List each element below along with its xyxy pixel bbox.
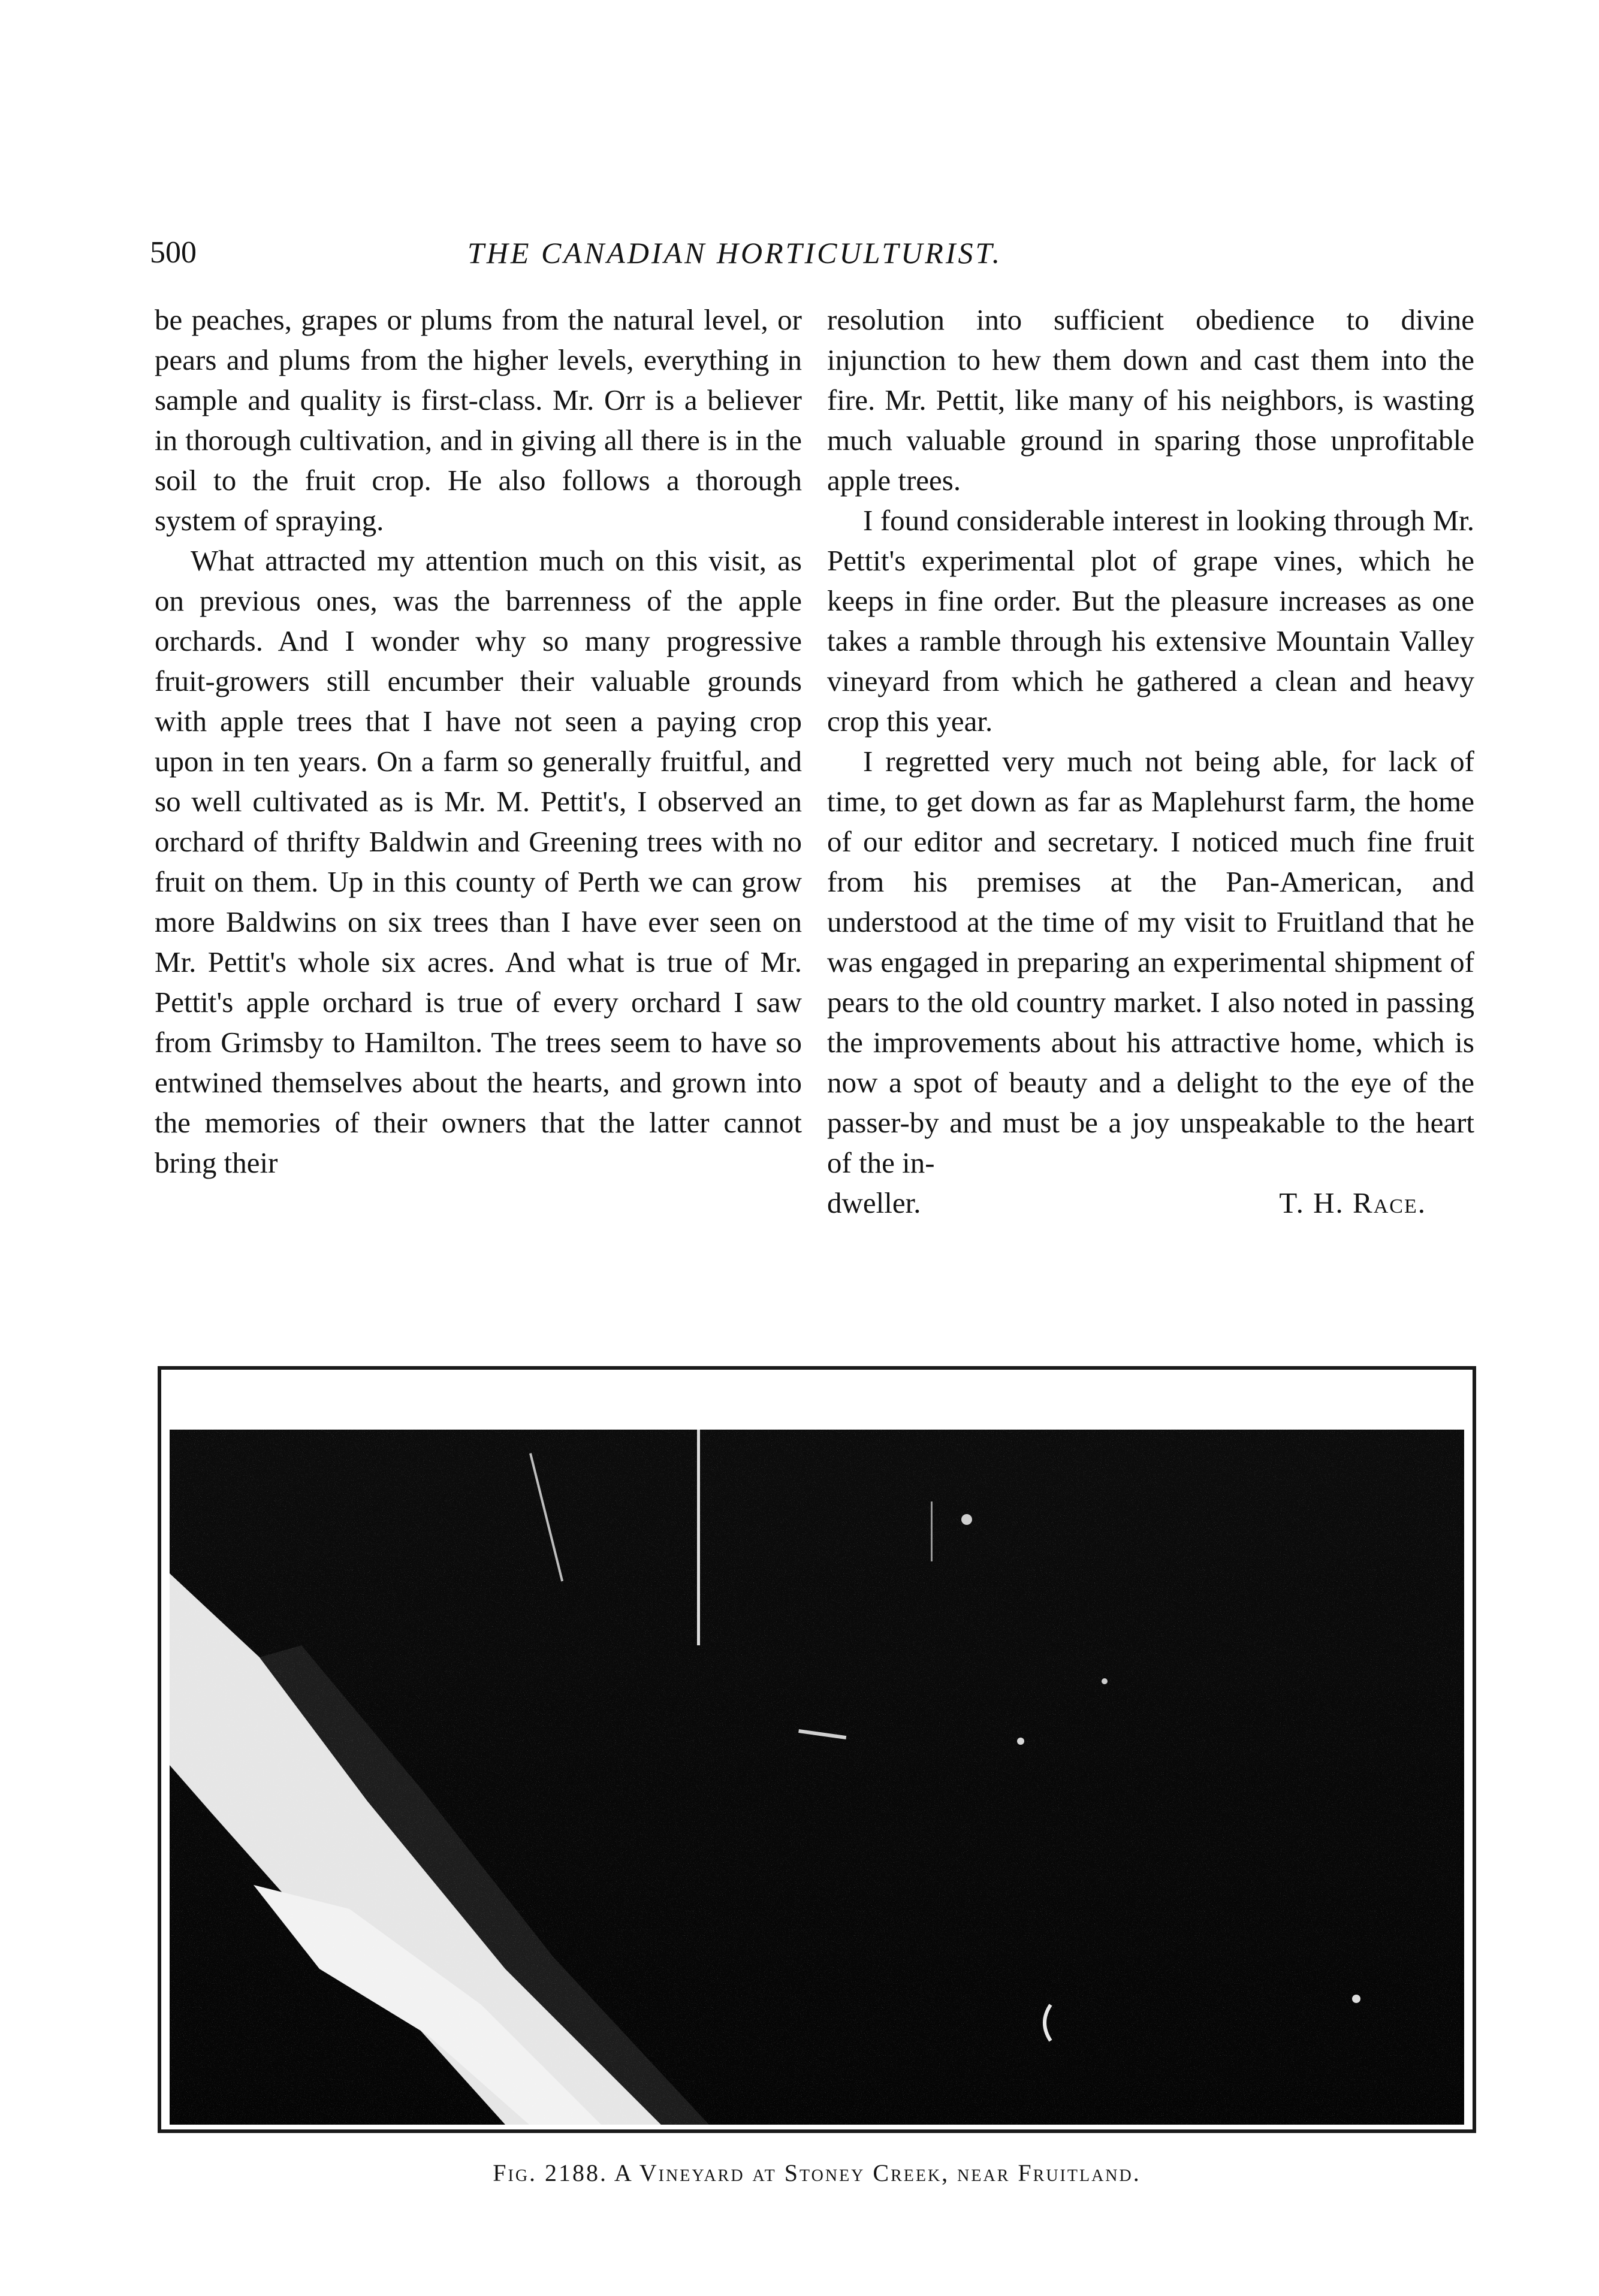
right-paragraph-2: I found considerable interest in looking through Mr. Pettit's experimental plot of grape vines, which he keeps in fine order. But the pleasure increases as one takes a ramble through his extensive Mountain Valley vineyard from which he gathered a clean and heavy crop this year. [827, 504, 1474, 738]
left-paragraph-1: be peaches, grapes or plums from the natural level, or pears and plums from the higher levels, everything in sample and quality is first-class. Mr. Orr is a believer in thorough cultivation, and in giving all there is in the soil to the fruit crop. He also follows a thorough system of spraying. [155, 303, 802, 537]
vineyard-photo [170, 1430, 1464, 2125]
right-paragraph-3: I regretted very much not being able, for lack of time, to get down as far as Maplehurst farm, the home of our editor and secretary. I noticed much fine fruit from his premises at the Pan-American, and understood at the time of my visit to Fruitland that he was engaged in preparing an experimental shipment of pears to the old country market. I also noted in passing the improvements about his attractive home, which is now a spot of beauty and a delight to the eye of the passer-by and must be a joy unspeakable to the heart of the in- [827, 745, 1474, 1179]
left-column [155, 300, 802, 1183]
closing-line [827, 1183, 1474, 1223]
author-signature: T. H. Race. [1279, 1186, 1426, 1219]
closing-word: dweller. [827, 1186, 921, 1219]
left-paragraph-2: What attracted my attention much on this visit, as on previous ones, was the barrenness of the apple orchards. And I wonder why so many progressive fruit-growers still encumber their valuable grounds with apple trees that I have not seen a paying crop upon in ten years. On a farm so generally fruitful, and so well cultivated as is Mr. M. Pettit's, I observed an orchard of thrifty Baldwin and Greening trees with no fruit on them. Up in this county of Perth we can grow more Baldwins on six trees than I have ever seen on Mr. Pettit's whole six acres. And what is true of Mr. Pettit's apple orchard is true of every orchard I saw from Grimsby to Hamilton. The trees seem to have so entwined themselves about the hearts, and grown into the memories of their owners that the latter cannot bring their [155, 544, 802, 1179]
figure-caption: Fig. 2188. A Vineyard at Stoney Creek, near Fruitland. [493, 2159, 1141, 2186]
page-number: 500 [150, 235, 197, 270]
running-title: THE CANADIAN HORTICULTURIST. [467, 236, 1003, 270]
right-column [827, 300, 1474, 1223]
right-paragraph-1: resolution into sufficient obedience to divine injunction to hew them down and cast them into the fire. Mr. Pettit, like many of his neighbors, is wasting much valuable ground in sparing those unprofitable apple trees. [827, 303, 1474, 497]
figure-frame [158, 1366, 1476, 2133]
